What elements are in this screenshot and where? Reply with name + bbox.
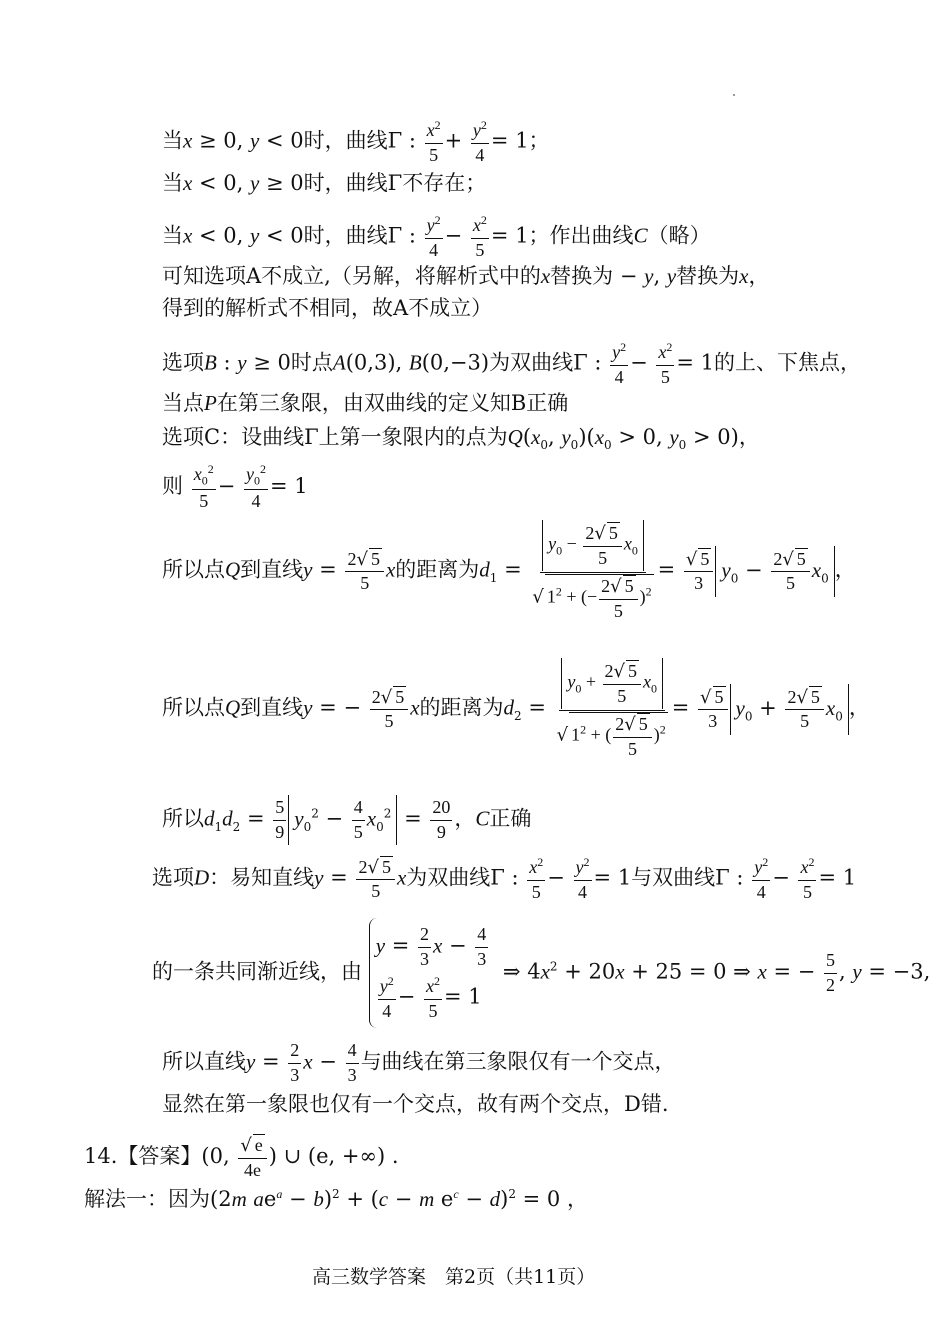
line-7: 当点P在第三象限，由双曲线的定义知B正确	[162, 391, 569, 415]
line-8: 选项C：设曲线Γ上第一象限内的点为$Q(x_0$, $y_0)(x_0 > 0$, $y_0 > 0$)，	[162, 425, 760, 453]
line-11: 所以点Q到直线y = − $\frac{2√ 5}{5}$ x的距离为$d_2$ = $y_0$ + $\frac{2√ 5}{5}$ $x_0$ √ $1^2$ + ( $\frac{2√ 5}{5}$ )$^2$ = $\frac{√ 5}{3}$ $y_0$ + $\frac{2√ 5}{5}$ $x_0$ ，	[162, 658, 870, 760]
line-1: 当x ≥ 0, y < 0时，曲线Γ : $\frac{x^2}{5}$ + $\frac{y^2}{4}$ = 1；	[162, 118, 550, 165]
line-3: 当x < 0, y < 0时，曲线Γ : $\frac{y^2}{4}$ − $\frac{x^2}{5}$ = 1；作出曲线C（略）	[162, 213, 711, 260]
line-10: 所以点Q到直线y = $\frac{2√ 5}{5}$ x的距离为$d_1$ = $y_0$ − $\frac{2√ 5}{5}$ $x_0$ √ $1^2$ + (− $\frac{2√ 5}{5}$ )$^2$ = $\frac{√ 5}{3}$ $y_0$ − $\frac{2√ 5}{5}$ $x_0$ ，	[162, 520, 856, 622]
line-12: 所以$d_1d_2$ = $\frac{5}{9}$ $y_0^2$ − $\frac{4}{5}$ $x_0^2$ = $\frac{20}{9}$ ，C正确	[162, 795, 531, 845]
line-16: 显然在第一象限也仅有一个交点，故有两个交点，D错.	[162, 1092, 669, 1116]
line-14: 的一条共同渐近线，由 y = $\frac{2}{3}$ x − $\frac{4}{3}$ $\frac{y^2}{4}$ − $\frac{x^2}{5}$ = 1 ⇒ $4x^2 + 20x + 25 = 0$ ⇒ x = − $\frac{5}{2}$ , y = −3,	[152, 918, 930, 1028]
line-13: 选项D：易知直线y = $\frac{2√ 5}{5}$ x为双曲线Γ : $\frac{x^2}{5}$ − $\frac{y^2}{4}$ = 1与双曲线Γ : $\frac{y^2}{4}$ − $\frac{x^2}{5}$ = 1	[152, 855, 857, 902]
plain-text-lines	[0, 0, 1, 1]
scan-speck	[733, 94, 735, 96]
line-2: 当x < 0, y ≥ 0时，曲线Γ不存在；	[162, 171, 487, 195]
answer-14: 14.【答案】(0, $\frac{√ e}{4e}$ ) ∪ (e, +∞) .	[84, 1135, 399, 1180]
page-footer: 高三数学答案 第2页（共11页）	[312, 1266, 596, 1288]
line-5: 得到的解析式不相同，故A不成立）	[162, 296, 493, 320]
solution-1: 解法一：因为(2m $ae^a - b)^2 + (c - m$ $e^c - d)^2 = 0$ ，	[84, 1187, 588, 1211]
line-9: 则 $\frac{x_0^2}{5}$ − $\frac{y_0^2}{4}$ = 1	[162, 462, 308, 511]
line-15: 所以直线y = $\frac{2}{3}$ x − $\frac{4}{3}$ 与曲线在第三象限仅有一个交点，	[162, 1040, 676, 1085]
line-4: 可知选项A不成立,（另解，将解析式中的x替换为 − y, y替换为x，	[162, 264, 770, 288]
line-6: 选项B : y ≥ 0时点A(0,3), B(0,−3)为双曲线Γ : $\frac{y^2}{4}$ − $\frac{x^2}{5}$ = 1的上、下焦点，	[162, 340, 861, 387]
